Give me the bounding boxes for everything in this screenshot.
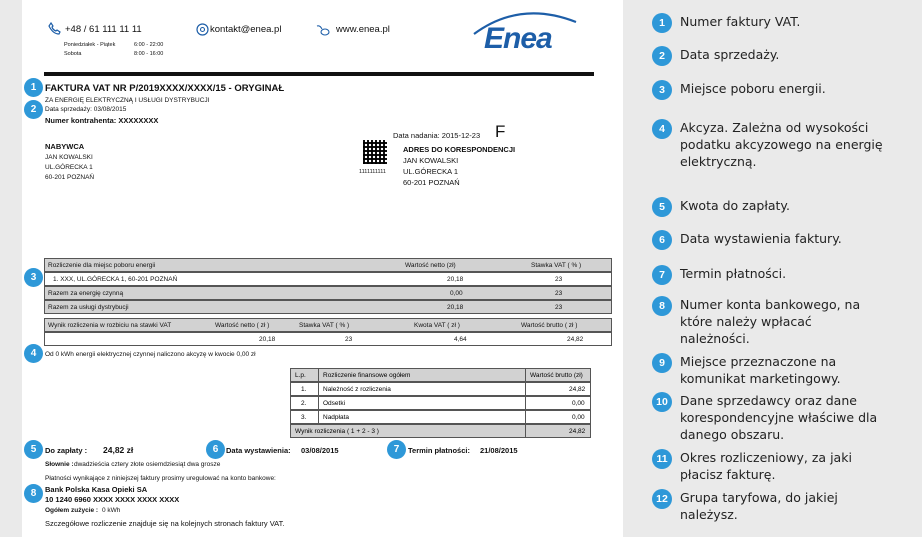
bank-account: 10 1240 6960 XXXX XXXX XXXX XXXX [45,495,180,504]
settlement-place: Razem za energię czynną [48,290,124,297]
enea-logo: Enea [484,22,552,55]
vat-header-net: Wartość netto ( zł ) [215,322,270,329]
details-note: Szczegółowe rozliczenie znajduje się na kolejnych stronach faktury VAT. [45,519,285,528]
barcode-2d [363,140,387,164]
buyer-name: JAN KOWALSKI [45,154,93,161]
correspondence-label: ADRES DO KORESPONDENCJI [403,145,516,154]
table-row [44,272,612,286]
finance-header-desc: Rozliczenie finansowe ogółem [323,372,411,379]
settlement-header-place: Rozliczenie dla miejsc poboru energii [48,262,156,269]
sale-date: Data sprzedaży: 03/08/2015 [45,106,127,113]
vat-header-amount: Kwota VAT ( zł ) [414,322,460,329]
legend-number: 8 [652,296,672,316]
excise-note: Od 0 kWh energii elektrycznej czynnej naliczono akcyzę w kwocie 0,00 zł [45,351,256,358]
legend-text: Grupa taryfowa, do jakiej należysz. [680,490,838,522]
legend-text: Dane sprzedawcy oraz dane korespondencyjne właściwe dla danego obszaru. [680,393,878,442]
marker-2-badge: 2 [24,100,43,119]
legend-number: 7 [652,265,672,285]
marker-8-badge: 8 [24,484,43,503]
correspondence-city: 60-201 POZNAŃ [403,178,460,187]
finance-value: 0,00 [572,414,585,421]
vat-rate-value: 23 [345,336,353,343]
settlement-header-row [44,258,612,272]
settlement-header-net: Wartość netto (zł) [405,262,456,269]
mouse-icon [316,24,330,36]
finance-lp: 3. [301,414,307,421]
vat-header-rate: Stawka VAT ( % ) [299,322,350,329]
finance-header-gross: Wartość brutto (zł) [530,372,583,379]
table-row [290,396,591,410]
legend-number: 3 [652,80,672,100]
marker-4-badge: 4 [24,344,43,363]
send-date: Data nadania: 2015-12-23 [393,131,481,140]
buyer-street: UL.GÓRECKA 1 [45,164,93,171]
table-row [44,286,612,300]
header-divider [44,72,594,76]
finance-total-row [290,424,591,438]
settlement-place: Razem za usługi dystrybucji [48,304,129,311]
phone-number: +48 / 61 111 11 11 [65,24,142,35]
legend-number: 5 [652,197,672,217]
legend-text: Numer konta bankowego, na które należy wpłacać należności. [680,297,861,346]
finance-col-divider [318,368,319,424]
hours-weekday-value: 6:00 - 22:00 [134,42,164,48]
marker-3-badge: 3 [24,268,43,287]
legend-number: 4 [652,119,672,139]
hours-weekday-label: Poniedziałek - Piątek [64,42,116,48]
letter-code: F [495,122,506,141]
invoice-title: FAKTURA VAT NR P/2019XXXX/XXXX/15 - ORYGINAŁ [45,83,285,94]
legend-text: Termin płatności. [680,266,787,281]
legend-text: Akcyza. Zależna od wysokości podatku akcyzowego na energię elektryczną. [680,120,883,169]
table-row [290,382,591,396]
legend-number: 6 [652,230,672,250]
finance-desc: Nadpłata [323,414,350,421]
legend-text: Numer faktury VAT. [680,14,801,29]
email-address: kontakt@enea.pl [210,24,282,35]
legend-number: 10 [652,392,672,412]
marker-1-badge: 1 [24,78,43,97]
buyer-label: NABYWCA [45,142,85,151]
finance-lp: 1. [301,386,307,393]
vat-summary-values-row [44,332,612,346]
vat-summary-header-row [44,318,612,332]
words-value: dwadzieścia cztery złote osiemdziesiąt dwa grosze [74,461,221,468]
settlement-net: 20,18 [447,304,464,311]
correspondence-name: JAN KOWALSKI [403,156,459,165]
legend-number: 1 [652,13,672,33]
legend-text: Data wystawienia faktury. [680,231,842,246]
barcode-number: 1111111111 [359,169,386,175]
table-row [290,410,591,424]
email-icon [196,23,209,36]
website-url: www.enea.pl [336,24,390,35]
finance-total-value: 24,82 [569,428,586,435]
finance-header-row [290,368,591,382]
marker-5-badge: 5 [24,440,43,459]
vat-amount-value: 4,64 [454,336,467,343]
settlement-place: 1. XXX, UL.GÓRECKA 1, 60-201 POZNAŃ [53,276,178,283]
table-row [44,300,612,314]
settlement-vat: 23 [555,304,563,311]
vat-gross-value: 24,82 [567,336,584,343]
legend-text: Miejsce przeznaczone na komunikat marketingowy. [680,354,841,386]
invoice-subtitle: ZA ENERGIĘ ELEKTRYCZNĄ I USŁUGI DYSTRYBUCJI [45,97,210,104]
bank-name: Bank Polska Kasa Opieki SA [45,485,148,494]
legend-text: Miejsce poboru energii. [680,81,826,96]
usage-value: 0 kWh [102,507,121,514]
finance-desc: Należność z rozliczenia [323,386,391,393]
buyer-city: 60-201 POZNAŃ [45,174,95,181]
finance-header-lp: L.p. [295,372,306,379]
settlement-header-vat: Stawka VAT ( % ) [531,262,582,269]
hours-saturday-label: Sobota [64,51,82,57]
due-amount: 24,82 zł [103,445,134,455]
legend-number: 12 [652,489,672,509]
payment-note: Płatności wynikające z niniejszej faktury prosimy uregulować na konto bankowe: [45,475,276,482]
words-label: Słownie : [45,461,74,468]
correspondence-street: UL.GÓRECKA 1 [403,167,459,176]
legend-number: 9 [652,353,672,373]
contractor-number: Numer kontrahenta: XXXXXXXX [45,116,159,125]
vat-header-gross: Wartość brutto ( zł ) [521,322,578,329]
finance-desc: Odsetki [323,400,346,407]
finance-col-divider [525,368,526,438]
legend-panel [623,0,922,537]
legend-number: 2 [652,46,672,66]
legend-number: 11 [652,449,672,469]
marker-6-badge: 6 [206,440,225,459]
finance-total-label: Wynik rozliczenia ( 1 + 2 - 3 ) [295,428,379,435]
legend-text: Kwota do zapłaty. [680,198,791,213]
hours-saturday-value: 8:00 - 16:00 [134,51,164,57]
vat-header-result: Wynik rozliczenia w rozbiciu na stawki VAT [48,322,172,329]
settlement-vat: 23 [555,276,563,283]
settlement-net: 20,18 [447,276,464,283]
legend-text: Data sprzedaży. [680,47,780,62]
vat-net-value: 20,18 [259,336,276,343]
settlement-net: 0,00 [450,290,463,297]
marker-7-badge: 7 [387,440,406,459]
invoice-document [22,0,623,537]
due-label: Do zapłaty : [45,446,88,455]
usage-label: Ogółem zużycie : [45,507,99,514]
issue-date-label: Data wystawienia: [226,446,291,455]
payment-term-value: 21/08/2015 [480,446,518,455]
finance-value: 24,82 [569,386,586,393]
payment-term-label: Termin płatności: [408,446,470,455]
issue-date-value: 03/08/2015 [301,446,339,455]
phone-icon [48,22,61,35]
finance-lp: 2. [301,400,307,407]
legend-text: Okres rozliczeniowy, za jaki płacisz fakturę. [680,450,852,482]
settlement-vat: 23 [555,290,563,297]
finance-value: 0,00 [572,400,585,407]
